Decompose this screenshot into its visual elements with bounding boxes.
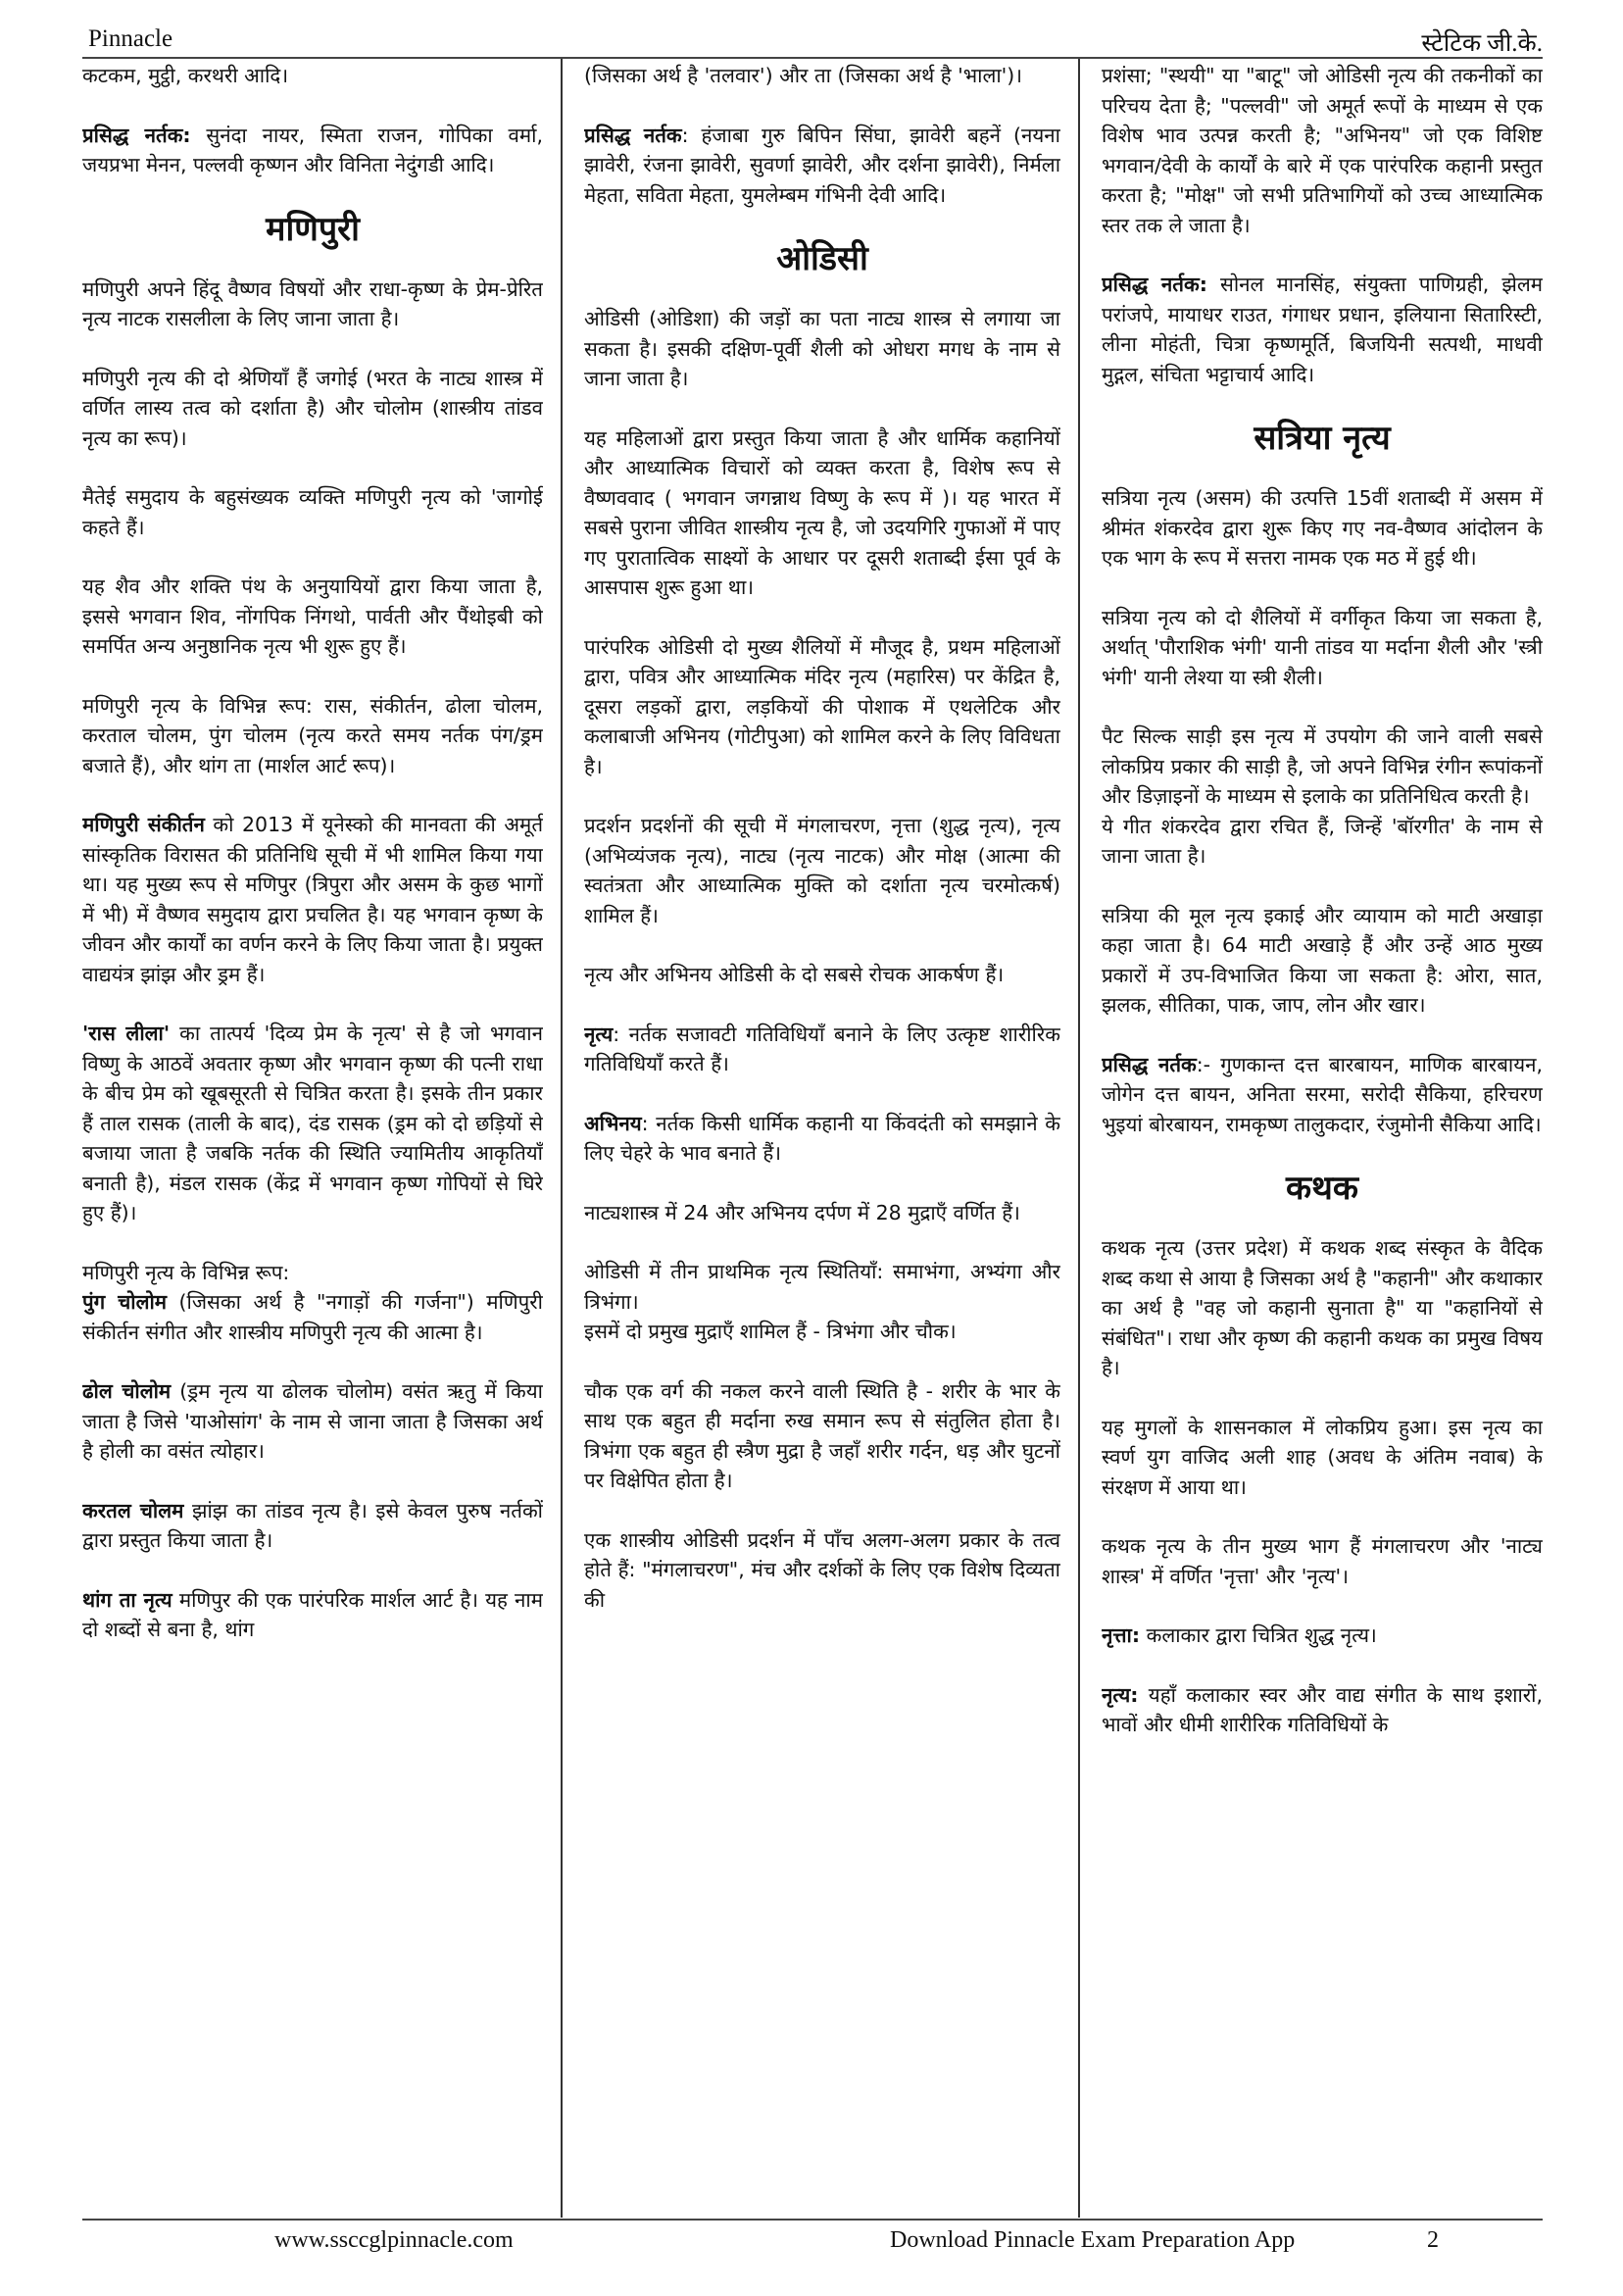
- section-heading-sattriya: सत्रिया नृत्य: [1254, 419, 1391, 458]
- paragraph-text: :- गुणकान्त दत्त बारबायन, माणिक बारबायन, जोगेन दत्त बायन, अनिता सरमा, सरोदी सैकिया, हरिचरण भुइयां बोरबायन, रामकृष्ण तालुकदार, रंजुमोनी सैकिया आदि।: [1102, 1052, 1543, 1136]
- paragraph: [584, 121, 1060, 211]
- bold-label: अभिनय: [584, 1111, 642, 1135]
- paragraph: [82, 1376, 543, 1467]
- paragraph-text: सुनंदा नायर, स्मिता राजन, गोपिका वर्मा, जयप्रभा मेनन, पल्लवी कृष्णन और विनिता नेदुंगडी आदि।: [82, 123, 543, 176]
- paragraph: [1102, 1621, 1543, 1651]
- paragraph: [82, 121, 543, 180]
- paragraph: मणिपुरी नृत्य की दो श्रेणियाँ हैं जगोई (भरत के नाट्य शास्त्र में वर्णित लास्य तत्व को दर्शाता है) और चोलोम (शास्त्रीय तांडव नृत्य का रूप)।: [82, 366, 543, 450]
- paragraph-text: को 2013 में यूनेस्को की मानवता की अमूर्त सांस्कृतिक विरासत की प्रतिनिधि सूची में भी शामिल किया गया था। यह मुख्य रूप से मणिपुर (त्रिपुरा और असम के कुछ भागों में भी) में वैष्णव समुदाय द्वारा प्रचलित है। यह भगवान कृष्ण के जीवन और कार्यों का वर्णन करने के लिए किया जाता है। प्रयुक्त वाद्ययंत्र झांझ और ड्रम हैं।: [82, 813, 543, 986]
- paragraph: [82, 1585, 543, 1645]
- paragraph: [584, 1020, 1060, 1079]
- column-3: [1102, 61, 1543, 2214]
- paragraph: मैतेई समुदाय के बहुसंख्यक व्यक्ति मणिपुरी नृत्य को 'जागोई कहते हैं।: [82, 485, 543, 539]
- bold-label: नृत्ता:: [1102, 1623, 1141, 1647]
- section-heading-manipuri: मणिपुरी: [266, 209, 360, 249]
- paragraph: नृत्य और अभिनय ओडिसी के दो सबसे रोचक आकर्षण हैं।: [584, 963, 1005, 986]
- paragraph: सत्रिया नृत्य को दो शैलियों में वर्गीकृत किया जा सकता है, अर्थात् 'पौराशिक भंगी' यानी तांडव या मर्दाना शैली और 'स्त्री भंगी' यानी लेश्या या स्त्री शैली।: [1102, 605, 1543, 689]
- bold-label: 'रास लीला': [82, 1022, 171, 1045]
- page-header: [82, 20, 1543, 61]
- bold-label: प्रसिद्ध नर्तक: [584, 123, 682, 147]
- paragraph: यह महिलाओं द्वारा प्रस्तुत किया जाता है और धार्मिक कहानियों और आध्यात्मिक विचारों को व्यक्त करता है, विशेष रूप से वैष्णववाद ( भगवान जगन्नाथ विष्णु के रूप में )। यह भारत में सबसे पुराना जीवित शास्त्रीय नृत्य है, जो उदयगिरि गुफाओं में पाए गए पुरातात्विक साक्ष्यों के आधार पर दूसरी शताब्दी ईसा पूर्व के आसपास शुरू हुआ था।: [584, 425, 1060, 599]
- section-heading-kathak: कथक: [1286, 1169, 1358, 1208]
- paragraph: मणिपुरी नृत्य के विभिन्न रूप: रास, संकीर्तन, ढोला चोलम, करताल चोलम, पुंग चोलम (नृत्य करते समय नर्तक पंग/ड्रम बजाते हैं), और थांग ता (मार्शल आर्ट रूप)।: [82, 693, 543, 777]
- paragraph: ये गीत शंकरदेव द्वारा रचित हैं, जिन्हें 'बॉरगीत' के नाम से जाना जाता है।: [1102, 814, 1543, 868]
- paragraph: [82, 1496, 543, 1556]
- paragraph: इसमें दो प्रमुख मुद्राएँ शामिल हैं - त्रिभंगा और चौक।: [584, 1320, 957, 1343]
- bold-label: नृत्य:: [1102, 1682, 1139, 1707]
- bold-label: मणिपुरी संकीर्तन: [82, 813, 205, 836]
- paragraph-text: का तात्पर्य 'दिव्य प्रेम के नृत्य' से है जो भगवान विष्णु के आठवें अवतार कृष्ण और भगवान कृष्ण की पत्नी राधा के बीच प्रेम को खूबसूरती से चित्रित करता है। इसके तीन प्रकार हैं ताल रासक (ताली के बाद), दंड रासक (ड्रम को दो छड़ियों से बजाया जाता है जबकि नर्तक की स्थिति ज्यामितीय आकृतियाँ बनाती है), मंडल रासक (केंद्र में भगवान कृष्ण गोपियों से घिरे हुए हैं)।: [82, 1022, 543, 1224]
- paragraph: सत्रिया की मूल नृत्य इकाई और व्यायाम को माटी अखाड़ा कहा जाता है। 64 माटी अखाड़े हैं और उन्हें आठ मुख्य प्रकारों में उप-विभाजित किया जा सकता है: ओरा, सात, झलक, सीतिका, पाक, जाप, लोन और खार।: [1102, 903, 1543, 1017]
- paragraph: मणिपुरी अपने हिंदू वैष्णव विषयों और राधा-कृष्ण के प्रेम-प्रेरित नृत्य नाटक रासलीला के लिए जाना जाता है।: [82, 276, 543, 330]
- bold-label: प्रसिद्ध नर्तक: [1102, 1052, 1197, 1076]
- paragraph: [82, 1019, 543, 1228]
- paragraph: [82, 1287, 543, 1347]
- paragraph: यह मुगलों के शासनकाल में लोकप्रिय हुआ। इस नृत्य का स्वर्ण युग वाजिद अली शाह (अवध के अंतिम नवाब) के संरक्षण में आया था।: [1102, 1415, 1543, 1499]
- paragraph-text: (जिसका अर्थ है "नगाड़ों की गर्जना") मणिपुरी संकीर्तन संगीत और शास्त्रीय मणिपुरी नृत्य की आत्मा है।: [82, 1290, 543, 1344]
- paragraph-text: (ड्रम नृत्य या ढोलक चोलोम) वसंत ऋतु में किया जाता है जिसे 'याओसांग' के नाम से जाना जाता है जिसका अर्थ है होली का वसंत त्योहार।: [82, 1379, 543, 1463]
- paragraph: [82, 810, 543, 989]
- column-divider-left: [561, 59, 563, 2218]
- paragraph-text: : नर्तक सजावटी गतिविधियाँ बनाने के लिए उत्कृष्ट शारीरिक गतिविधियाँ करते हैं।: [584, 1022, 1060, 1075]
- paragraph: चौक एक वर्ग की नकल करने वाली स्थिति है - शरीर के भार के साथ एक बहुत ही मर्दाना रुख समान रूप से संतुलित होता है। त्रिभंगा एक बहुत ही स्त्रैण मुद्रा है जहाँ शरीर गर्दन, धड़ और घुटनों पर विक्षेपित होता है।: [584, 1378, 1060, 1492]
- bold-label: ढोल चोलोम: [82, 1379, 172, 1403]
- bold-label: नृत्य: [584, 1022, 614, 1046]
- footer-rule: [82, 2219, 1543, 2221]
- paragraph: [1102, 1680, 1543, 1740]
- paragraph: सत्रिया नृत्य (असम) की उत्पत्ति 15वीं शताब्दी में असम में श्रीमंत शंकरदेव द्वारा शुरू किए गए नव-वैष्णव आंदोलन के एक भाग के रूप में सत्तरा नामक एक मठ में हुई थी।: [1102, 486, 1543, 570]
- footer-website-link[interactable]: www.ssccglpinnacle.com: [274, 2227, 514, 2253]
- paragraph: [584, 1109, 1060, 1169]
- paragraph-text: यहाँ कलाकार स्वर और वाद्य संगीत के साथ इशारों, भावों और धीमी शारीरिक गतिविधियों के: [1102, 1682, 1543, 1736]
- footer-app-promo: Download Pinnacle Exam Preparation App: [890, 2227, 1296, 2253]
- paragraph: प्रशंसा; "स्थयी" या "बाटू" जो ओडिसी नृत्य की तकनीकों का परिचय देता है; "पल्लवी" जो अमूर्त रूपों के माध्यम से एक विशेष भाव उत्पन्न करती है; "अभिनय" जो एक विशिष्ट भगवान/देवी के कार्यों के बारे में एक पारंपरिक कहानी प्रस्तुत करता है; "मोक्ष" जो सभी प्रतिभागियों को उच्च आध्यात्मिक स्तर तक ले जाता है।: [1102, 64, 1543, 237]
- paragraph-text: कलाकार द्वारा चित्रित शुद्ध नृत्य।: [1140, 1623, 1377, 1647]
- paragraph: नाट्यशास्त्र में 24 और अभिनय दर्पण में 28 मुद्राएँ वर्णित हैं।: [584, 1200, 1020, 1224]
- bold-label: प्रसिद्ध नर्तक:: [1102, 273, 1207, 296]
- paragraph: ओडिसी में तीन प्राथमिक नृत्य स्थितियाँ: समाभंगा, अभ्यंगा और त्रिभंगा।: [584, 1260, 1060, 1314]
- paragraph: पारंपरिक ओडिसी दो मुख्य शैलियों में मौजूद है, प्रथम महिलाओं द्वारा, पवित्र और आध्यात्मिक मंदिर नृत्य (महारिस) पर केंद्रित है, दूसरा लड़कों द्वारा, लड़कियों की पोशाक में एथलेटिक और कलाबाजी अभिनय (गोटीपुआ) को शामिल करने के लिए विविधता है।: [584, 634, 1060, 778]
- page-number: 2: [1427, 2227, 1439, 2253]
- paragraph: [1102, 1050, 1543, 1140]
- header-rule: [82, 57, 1543, 59]
- paragraph: मणिपुरी नृत्य के विभिन्न रूप:: [82, 1260, 290, 1284]
- bold-label: थांग ता नृत्य: [82, 1587, 172, 1612]
- header-brand: Pinnacle: [88, 25, 173, 52]
- paragraph: कथक नृत्य (उत्तर प्रदेश) में कथक शब्द संस्कृत के वैदिक शब्द कथा से आया है जिसका अर्थ है "कहानी" और कथाकार का अर्थ है "वह जो कहानी सुनाता है" या "कहानियों से संबंधित"। राधा और कृष्ण की कहानी कथक का प्रमुख विषय है।: [1102, 1236, 1543, 1379]
- section-heading-odissi: ओडिसी: [776, 239, 868, 278]
- column-2: [584, 61, 1060, 2214]
- bold-label: प्रसिद्ध नर्तक:: [82, 123, 191, 147]
- column-divider-right: [1078, 59, 1080, 2218]
- column-1: [82, 61, 543, 2214]
- paragraph: प्रदर्शन प्रदर्शनों की सूची में मंगलाचरण, नृत्ता (शुद्ध नृत्य), नृत्य (अभिव्यंजक नृत्य), नाट्य (नृत्य नाटक) और मोक्ष (आत्मा की स्वतंत्रता और आध्यात्मिक मुक्ति को दर्शाता नृत्य चरमोत्कर्ष) शामिल हैं।: [584, 814, 1060, 927]
- paragraph-text: मणिपुर की एक पारंपरिक मार्शल आर्ट है। यह नाम दो शब्दों से बना है, थांग: [82, 1587, 543, 1641]
- paragraph-text: झांझ का तांडव नृत्य है। इसे केवल पुरुष नर्तकों द्वारा प्रस्तुत किया जाता है।: [82, 1498, 543, 1552]
- paragraph: ओडिसी (ओडिशा) की जड़ों का पता नाट्य शास्त्र से लगाया जा सकता है। इसकी दक्षिण-पूर्वी शैली को ओधरा मगध के नाम से जाना जाता है।: [584, 307, 1060, 390]
- bold-label: पुंग चोलोम: [82, 1290, 168, 1314]
- paragraph: यह शैव और शक्ति पंथ के अनुयायियों द्वारा किया जाता है, इससे भगवान शिव, नोंगपिक निंगथो, पार्वती और पैंथोइबी को समर्पित अन्य अनुष्ठानिक नृत्य भी शुरू हुए हैं।: [82, 574, 543, 658]
- header-subject: स्टेटिक जी.के.: [1421, 30, 1543, 57]
- paragraph: [1102, 270, 1543, 389]
- bold-label: करतल चोलम: [82, 1498, 184, 1522]
- paragraph-text: सोनल मानसिंह, संयुक्ता पाणिग्रही, झेलम परांजपे, मायाधर राउत, गंगाधर प्रधान, इलियाना सितारिस्टी, लीना मोहंती, चित्रा कृष्णमूर्ति, बिजयिनी सत्पथी, माधवी मुद्गल, संचिता भट्टाचार्य आदि।: [1102, 273, 1543, 386]
- paragraph-text: : नर्तक किसी धार्मिक कहानी या किंवदंती को समझाने के लिए चेहरे के भाव बनाते हैं।: [584, 1111, 1060, 1165]
- paragraph: पैट सिल्क साड़ी इस नृत्य में उपयोग की जाने वाली सबसे लोकप्रिय प्रकार की साड़ी है, जो अपने विभिन्न रंगीन रूपांकनों और डिज़ाइनों के माध्यम से इलाके का प्रतिनिधित्व करती है।: [1102, 724, 1543, 808]
- paragraph: एक शास्त्रीय ओडिसी प्रदर्शन में पाँच अलग-अलग प्रकार के तत्व होते हैं: "मंगलाचरण", मंच और दर्शकों के लिए एक विशेष दिव्यता की: [584, 1527, 1060, 1612]
- paragraph: कटकम, मुट्ठी, करथरी आदि।: [82, 64, 289, 87]
- paragraph: (जिसका अर्थ है 'तलवार') और ता (जिसका अर्थ है 'भाला')।: [584, 64, 1023, 87]
- paragraph-text: : हंजाबा गुरु बिपिन सिंघा, झावेरी बहनें (नयना झावेरी, रंजना झावेरी, सुवर्णा झावेरी, और दर्शना झावेरी), निर्मला मेहता, सविता मेहता, युमलेम्बम गंभिनी देवी आदि।: [584, 123, 1060, 207]
- paragraph: कथक नृत्य के तीन मुख्य भाग हैं मंगलाचरण और 'नाट्य शास्त्र' में वर्णित 'नृत्ता' और 'नृत्य'।: [1102, 1534, 1543, 1588]
